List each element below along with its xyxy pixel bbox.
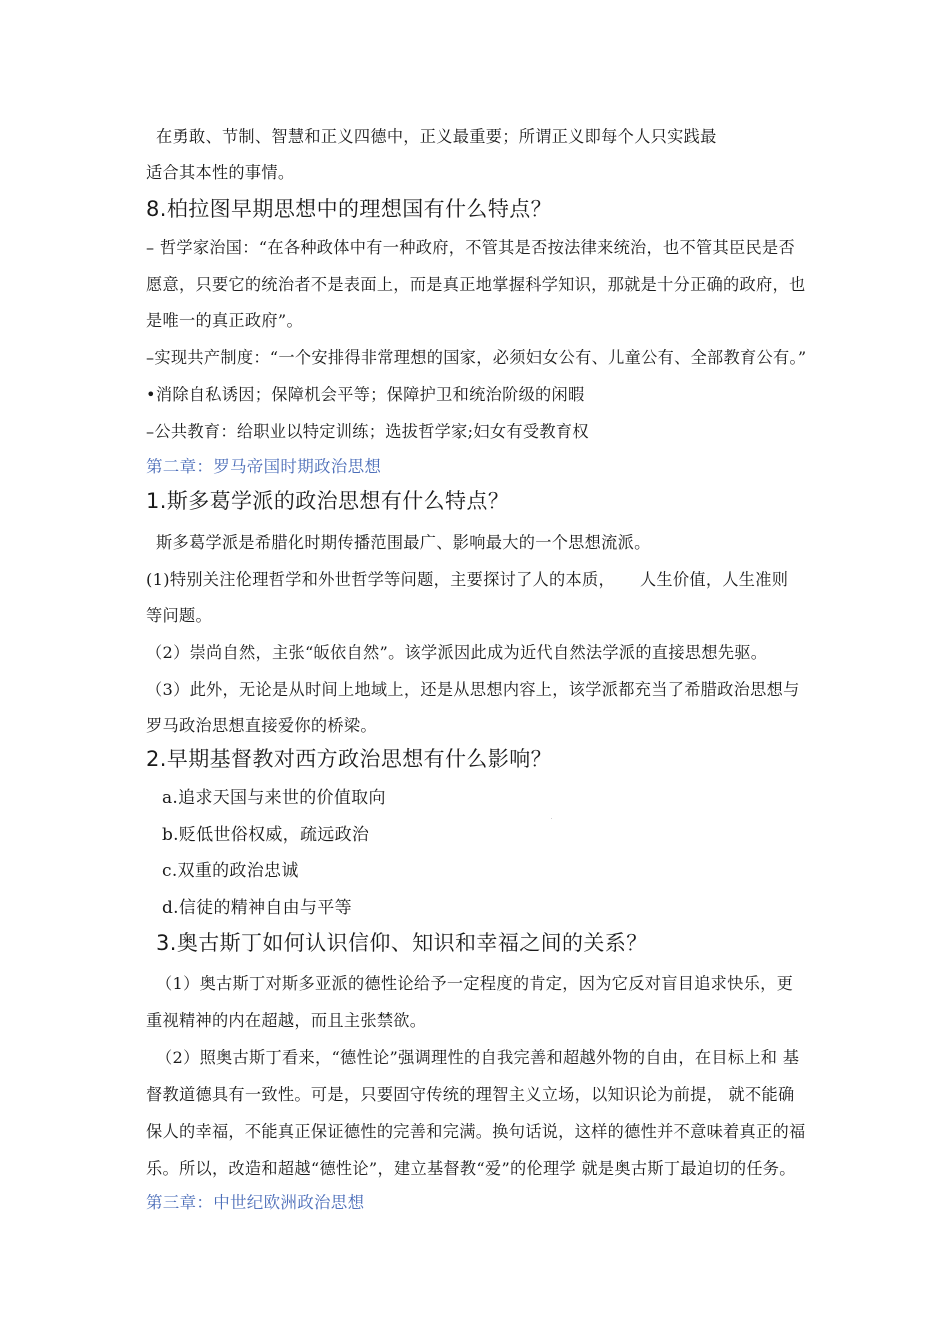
text-line: 督教道德具有一致性。可是，只要固守传统的理智主义立场，以知识论为前提， 就不能确 bbox=[146, 1085, 795, 1104]
list-item: c.双重的政治忠诚 bbox=[162, 861, 299, 881]
chapter-heading: 第二章：罗马帝国时期政治思想 bbox=[146, 457, 382, 476]
chapter-heading: 第三章：中世纪欧洲政治思想 bbox=[146, 1193, 365, 1212]
text-line: 重视精神的内在超越，而且主张禁欲。 bbox=[146, 1011, 427, 1030]
list-item: a.追求天国与来世的价值取向 bbox=[162, 788, 386, 808]
text-line: –公共教育：给职业以特定训练；选拔哲学家;妇女有受教育权 bbox=[146, 422, 589, 441]
scan-speck bbox=[551, 818, 552, 819]
text-line: – 哲学家治国：“在各种政体中有一种政府，不管其是否按法律来统治，也不管其臣民是否 bbox=[146, 238, 795, 257]
text-line: 罗马政治思想直接爱你的桥梁。 bbox=[146, 716, 377, 735]
list-item: b.贬低世俗权威，疏远政治 bbox=[162, 825, 370, 845]
text-line: 等问题。 bbox=[146, 606, 212, 625]
text-line: （1）奥古斯丁对斯多亚派的德性论给予一定程度的肯定，因为它反对盲目追求快乐，更 bbox=[156, 974, 794, 993]
text-line: （2）照奥古斯丁看来，“德性论”强调理性的自我完善和超越外物的自由，在目标上和 基 bbox=[156, 1048, 800, 1067]
text-line: （3）此外，无论是从时间上地域上，还是从思想内容上，该学派都充当了希腊政治思想与 bbox=[146, 680, 800, 699]
text-line: 保人的幸福，不能真正保证德性的完善和完满。换句话说，这样的德性并不意味着真正的福 bbox=[146, 1122, 806, 1141]
text-line: 斯多葛学派是希腊化时期传播范围最广、影响最大的一个思想流派。 bbox=[156, 533, 651, 552]
text-line: （2）崇尚自然，主张“皈依自然”。该学派因此成为近代自然法学派的直接思想先驱。 bbox=[146, 643, 768, 662]
question-heading: 8.柏拉图早期思想中的理想国有什么特点？ bbox=[146, 197, 553, 221]
question-heading: 3.奥古斯丁如何认识信仰、知识和幸福之间的关系？ bbox=[156, 931, 648, 955]
list-item: d.信徒的精神自由与平等 bbox=[162, 898, 352, 918]
text-line: –实现共产制度：“一个安排得非常理想的国家，必须妇女公有、儿童公有、全部教育公有。” bbox=[146, 348, 807, 367]
text-line: 愿意，只要它的统治者不是表面上，而是真正地掌握科学知识，那就是十分正确的政府，也 bbox=[146, 275, 806, 294]
text-line: 乐。所以，改造和超越“德性论”，建立基督教“爱”的伦理学 就是奥古斯丁最迫切的任务。 bbox=[146, 1159, 796, 1178]
text-line: 是唯一的真正政府”。 bbox=[146, 311, 303, 330]
text-line: •消除自私诱因；保障机会平等；保障护卫和统治阶级的闲暇 bbox=[146, 385, 585, 404]
text-line: 在勇敢、节制、智慧和正义四德中，正义最重要；所谓正义即每个人只实践最 bbox=[156, 127, 717, 146]
text-line: 适合其本性的事情。 bbox=[146, 163, 295, 182]
question-heading: 1.斯多葛学派的政治思想有什么特点？ bbox=[146, 489, 510, 513]
question-heading: 2.早期基督教对西方政治思想有什么影响？ bbox=[146, 747, 553, 771]
text-line: (1)特别关注伦理哲学和外世哲学等问题，主要探讨了人的本质， 人生价值，人生准则 bbox=[146, 570, 789, 589]
